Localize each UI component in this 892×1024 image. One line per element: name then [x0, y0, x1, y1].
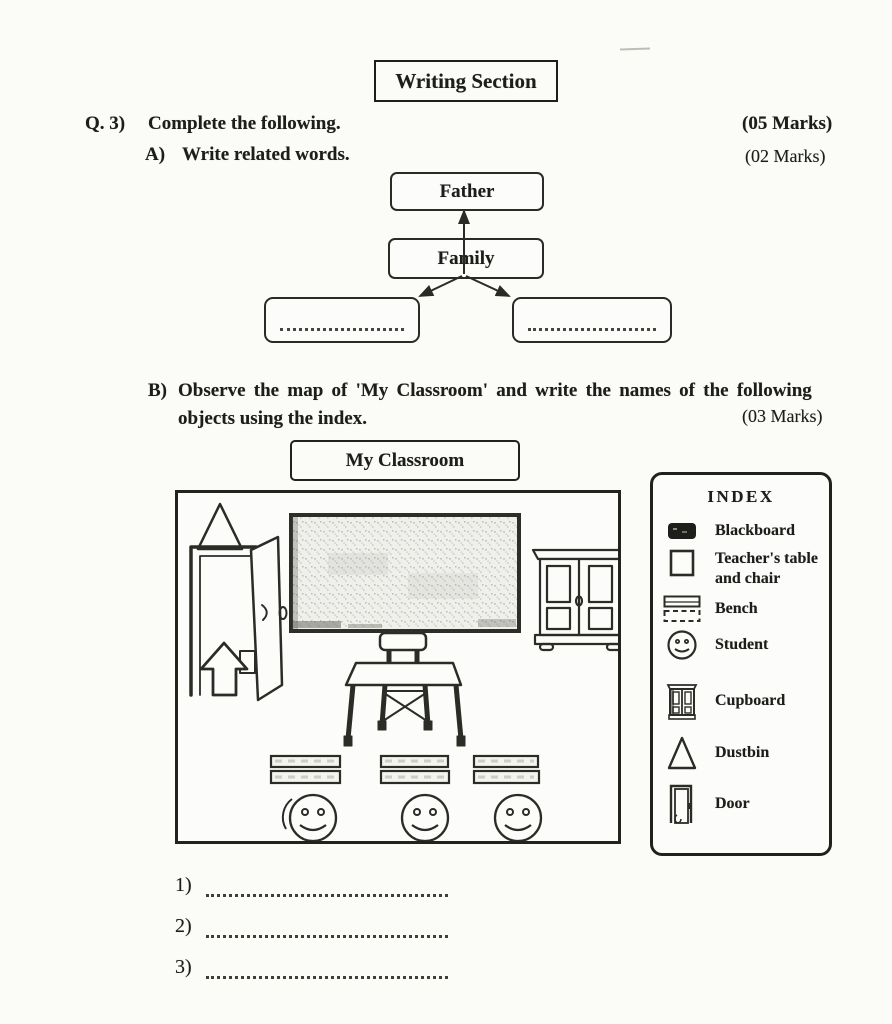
- answer-dotted-line: [206, 952, 448, 979]
- answer-number: 1): [175, 874, 192, 896]
- answer-dotted-line: [206, 911, 448, 938]
- blank-dotted-line: [528, 328, 656, 331]
- index-item-blackboard: [663, 521, 825, 541]
- diagram-box-family-label: Family: [437, 247, 495, 269]
- teacher-chair-shape: [380, 633, 426, 665]
- cupboard-swatch-icon: [663, 681, 701, 721]
- scan-artifact-dash: [620, 47, 650, 50]
- part-b-text-line1: Observe the map of 'My Classroom' and write the names of the following: [178, 380, 812, 401]
- map-title-box: [290, 440, 520, 481]
- question-marks: (05 Marks): [742, 113, 833, 134]
- index-item-label: Teacher's table and chair: [715, 550, 818, 587]
- index-item-label: Cupboard: [715, 692, 786, 709]
- answer-number: 2): [175, 915, 192, 937]
- arrow-family-to-right-blank: [466, 276, 509, 296]
- door-swatch-icon: [663, 783, 701, 825]
- index-item-teachers-table: [663, 549, 825, 589]
- benches-shape: [271, 756, 539, 783]
- index-item-label: Blackboard: [715, 522, 796, 539]
- bench-swatch-icon: [663, 595, 701, 623]
- arrow-family-to-left-blank: [420, 276, 462, 296]
- part-a-label: A): [145, 144, 166, 165]
- part-b-label: B): [148, 380, 167, 401]
- question-number: Q. 3): [85, 113, 126, 134]
- classroom-map: [175, 490, 621, 844]
- diagram-arrows: [395, 200, 535, 304]
- index-item-label: Student: [715, 636, 769, 653]
- index-panel: [650, 472, 832, 856]
- teacher-table-shape: [344, 663, 465, 746]
- answer-row-1: [175, 870, 448, 897]
- part-a-text: Write related words.: [182, 144, 350, 165]
- students-shape: [283, 795, 541, 841]
- blank-dotted-line: [280, 328, 405, 331]
- index-item-label: Bench: [715, 600, 758, 617]
- answer-row-3: [175, 952, 448, 979]
- cupboard-shape: [533, 550, 618, 650]
- door-shape: [191, 537, 287, 700]
- blackboard-swatch-icon: [663, 522, 701, 540]
- answer-dotted-line: [206, 870, 448, 897]
- part-b-text-line2: objects using the index.: [178, 408, 367, 429]
- index-item-label: Dustbin: [715, 744, 770, 761]
- section-title: Writing Section: [395, 68, 537, 93]
- part-b-marks: (03 Marks): [742, 406, 823, 426]
- answer-row-2: [175, 911, 448, 938]
- door-panel-shape: [251, 537, 282, 700]
- index-item-cupboard: [663, 681, 825, 721]
- section-title-box: [374, 60, 558, 102]
- index-item-dustbin: [663, 735, 825, 771]
- dustbin-shape: [198, 504, 242, 549]
- dustbin-swatch-icon: [663, 735, 701, 771]
- answer-number: 3): [175, 956, 192, 978]
- diagram-box-father-label: Father: [439, 180, 495, 202]
- part-a-marks: (02 Marks): [745, 146, 826, 166]
- classroom-map-drawing: [178, 493, 618, 841]
- index-item-bench: [663, 595, 825, 623]
- index-item-door: [663, 783, 825, 825]
- index-item-student: [663, 629, 825, 661]
- square-swatch-icon: [663, 549, 701, 577]
- student-swatch-icon: [663, 629, 701, 661]
- blackboard-shape: [291, 515, 519, 631]
- question-text: Complete the following.: [148, 113, 341, 134]
- index-item-label: Door: [715, 795, 750, 812]
- map-title: My Classroom: [345, 449, 465, 471]
- index-title: INDEX: [707, 487, 775, 506]
- diagram-blank-box-right: [512, 297, 672, 343]
- diagram-blank-box-left: [264, 297, 420, 343]
